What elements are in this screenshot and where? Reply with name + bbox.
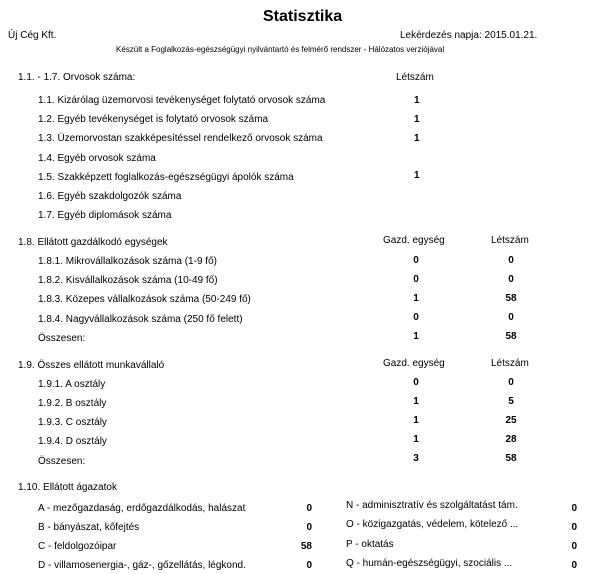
row-value-units: 1: [413, 415, 419, 426]
sector-value: 0: [306, 560, 312, 571]
sector-value: 0: [306, 503, 312, 514]
section-heading-employees: 1.9. Összes ellátott munkavállaló: [18, 360, 165, 371]
row-value-headcount: 0: [508, 377, 514, 388]
section-heading-sectors: 1.10. Ellátott ágazatok: [18, 482, 117, 493]
row-label: 1.7. Egyéb diplomások száma: [38, 210, 172, 221]
row-label: 1.9.3. C osztály: [38, 417, 107, 428]
row-value-headcount: 0: [508, 312, 514, 323]
sector-label: P - oktatás: [346, 539, 394, 550]
sector-label: A - mezőgazdaság, erdőgazdálkodás, halászat: [38, 503, 246, 514]
total-value-headcount: 58: [505, 331, 517, 342]
row-label: 1.4. Egyéb orvosok száma: [38, 153, 156, 164]
query-date: Lekérdezés napja: 2015.01.21.: [400, 30, 538, 41]
sector-value: 0: [571, 522, 577, 533]
sector-value: 0: [571, 503, 577, 514]
section-heading-doctors: 1.1. - 1.7. Orvosok száma:: [18, 72, 136, 83]
total-label: Összesen:: [38, 456, 86, 467]
row-value-units: 1: [413, 293, 419, 304]
row-value-headcount: 58: [505, 293, 517, 304]
sector-label: C - feldolgozóipar: [38, 541, 117, 552]
column-header-headcount: Létszám: [491, 235, 529, 246]
row-label: 1.8.2. Kisvállalkozások száma (10-49 fő): [38, 275, 218, 286]
sector-label: B - bányászat, kőfejtés: [38, 522, 140, 533]
report-subtitle: Készült a Foglalkozás-egészségügyi nyilvántartó és felmérő rendszer - Hálózatos verziójával: [116, 45, 445, 54]
sector-value: 0: [306, 522, 312, 533]
sector-label: N - adminisztratív és szolgáltatást tám.: [346, 500, 518, 511]
column-header-units: Gazd. egység: [383, 358, 445, 369]
total-value-headcount: 58: [505, 453, 517, 464]
sector-label: O - közigazgatás, védelem, kötelező ...: [346, 519, 519, 530]
section-heading-units: 1.8. Ellátott gazdálkodó egységek: [18, 237, 168, 248]
row-value-units: 0: [413, 377, 419, 388]
row-label: 1.9.4. D osztály: [38, 436, 107, 447]
row-value-units: 1: [413, 396, 419, 407]
row-value: 1: [414, 114, 420, 125]
sector-value: 0: [571, 541, 577, 552]
row-label: 1.8.3. Közepes vállalkozások száma (50-249 fő): [38, 294, 251, 305]
row-value-headcount: 0: [508, 274, 514, 285]
row-value-headcount: 28: [505, 434, 517, 445]
row-label: 1.8.1. Mikrovállalkozások száma (1-9 fő): [38, 256, 217, 267]
sector-value: 0: [571, 560, 577, 571]
row-value: 1: [414, 170, 420, 181]
column-header-headcount: Létszám: [491, 358, 529, 369]
total-value-units: 1: [413, 331, 419, 342]
sector-value: 58: [300, 541, 312, 552]
row-value-headcount: 5: [508, 396, 514, 407]
row-label: 1.3. Üzemorvostan szakképesítéssel rendelkező orvosok száma: [38, 133, 323, 144]
row-value-units: 0: [413, 274, 419, 285]
company-name: Új Cég Kft.: [8, 30, 57, 41]
column-header-headcount: Létszám: [396, 72, 434, 83]
sector-label: D - villamosenergia-, gáz-, gőzellátás, légkond.: [38, 560, 246, 571]
row-value: 1: [414, 133, 420, 144]
column-header-units: Gazd. egység: [383, 235, 445, 246]
row-value-units: 1: [413, 434, 419, 445]
total-value-units: 3: [413, 453, 419, 464]
row-label: 1.9.2. B osztály: [38, 398, 107, 409]
row-label: 1.9.1. A osztály: [38, 379, 106, 390]
page-title: Statisztika: [263, 8, 343, 25]
row-value-headcount: 25: [505, 415, 517, 426]
row-label: 1.5. Szakképzett foglalkozás-egészségügyi ápolók száma: [38, 172, 294, 183]
row-label: 1.2. Egyéb tevékenységet is folytató orvosok száma: [38, 114, 269, 125]
row-value-units: 0: [413, 312, 419, 323]
total-label: Összesen:: [38, 333, 86, 344]
row-value-headcount: 0: [508, 255, 514, 266]
row-label: 1.1. Kizárólag üzemorvosi tevékenységet folytató orvosok száma: [38, 95, 326, 106]
row-value: 1: [414, 95, 420, 106]
sector-label: Q - humán-egészségügyi, szociális ...: [346, 558, 513, 569]
row-label: 1.6. Egyéb szakdolgozók száma: [38, 191, 182, 202]
row-value-units: 0: [413, 255, 419, 266]
row-label: 1.8.4. Nagyvállalkozások száma (250 fő felett): [38, 314, 243, 325]
